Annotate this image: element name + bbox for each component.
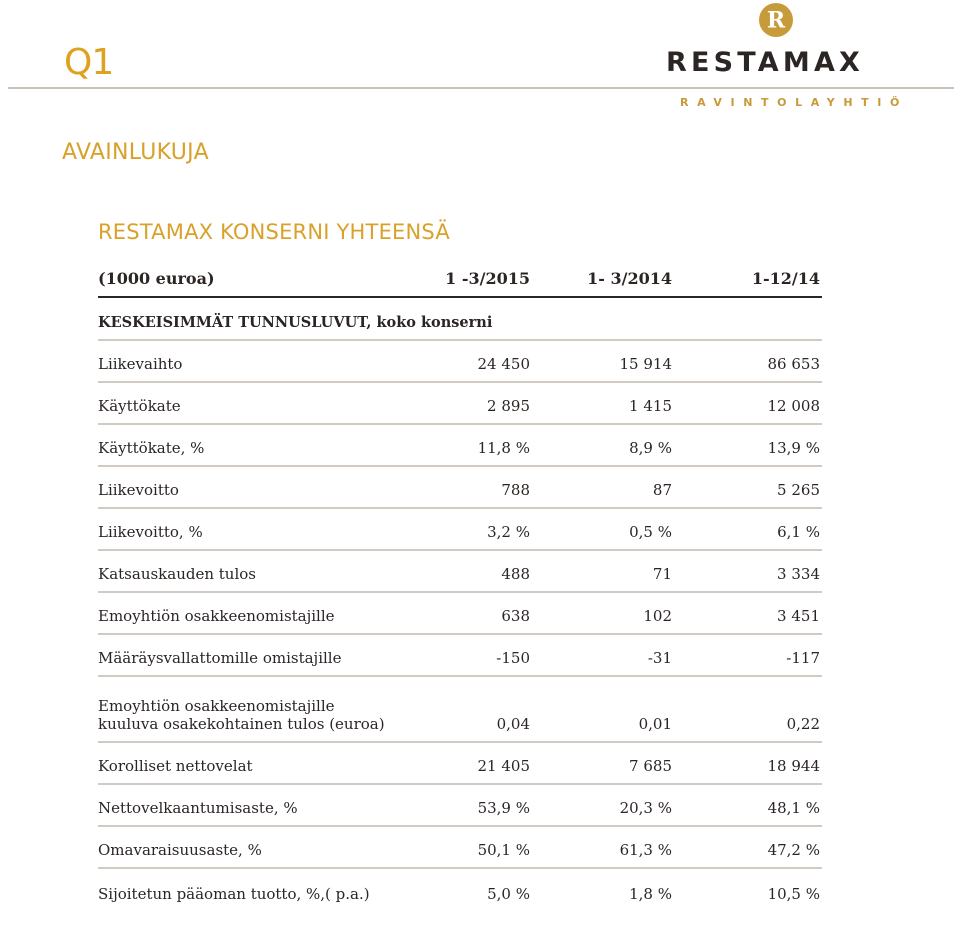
- brand-name: RESTAMAX: [666, 47, 865, 78]
- table-row: [98, 869, 822, 911]
- table-row: [98, 785, 822, 827]
- row-label-line-2: kuuluva osakekohtainen tulos (euroa): [98, 715, 385, 733]
- value-q1-2014: 20,3 %: [619, 799, 672, 817]
- table-row: [98, 551, 822, 593]
- table-row: [98, 425, 822, 467]
- value-q1-2014: -31: [647, 649, 672, 667]
- row-label: Emoyhtiön osakkeenomistajille: [98, 607, 335, 625]
- key-figures-table: [98, 258, 822, 911]
- value-q1-2014: 7 685: [629, 757, 672, 775]
- brand-tagline: RAVINTOLAYHTIÖ: [680, 96, 908, 109]
- value-q1-2014: 71: [652, 565, 672, 583]
- value-q1-2015: 53,9 %: [477, 799, 530, 817]
- table-row: [98, 743, 822, 785]
- value-fy-2014: 3 451: [777, 607, 820, 625]
- value-fy-2014: 12 008: [767, 397, 820, 415]
- subheader-label: KESKEISIMMÄT TUNNUSLUVUT, koko konserni: [98, 314, 493, 331]
- row-label: Liikevoitto: [98, 481, 179, 499]
- value-q1-2014: 102: [643, 607, 672, 625]
- column-header-unit: (1000 euroa): [98, 269, 215, 288]
- quarter-label: Q1: [64, 42, 114, 83]
- value-q1-2015: 788: [501, 481, 530, 499]
- column-header-q1-2015: 1 -3/2015: [445, 269, 530, 288]
- value-q1-2015: 11,8 %: [477, 439, 530, 457]
- header-divider: [8, 87, 954, 89]
- table-row: [98, 509, 822, 551]
- row-label: Liikevoitto, %: [98, 523, 203, 541]
- value-fy-2014: 3 334: [777, 565, 820, 583]
- row-label: Korolliset nettovelat: [98, 757, 253, 775]
- r-circle-logo-icon: [758, 2, 794, 38]
- value-fy-2014: 13,9 %: [767, 439, 820, 457]
- value-fy-2014: 0,22: [786, 715, 820, 733]
- logo-letter: R: [766, 7, 786, 34]
- row-label: Nettovelkaantumisaste, %: [98, 799, 298, 817]
- value-q1-2014: 1 415: [629, 397, 672, 415]
- value-fy-2014: -117: [786, 649, 820, 667]
- row-label: Omavaraisuusaste, %: [98, 841, 262, 859]
- row-label: Käyttökate: [98, 397, 181, 415]
- group-title: RESTAMAX KONSERNI YHTEENSÄ: [98, 220, 450, 244]
- value-q1-2014: 0,01: [638, 715, 672, 733]
- row-label: Määräysvallattomille omistajille: [98, 649, 342, 667]
- table-header-row: [98, 258, 822, 298]
- value-q1-2014: 87: [652, 481, 672, 499]
- table-subheader-row: [98, 298, 822, 341]
- value-q1-2014: 61,3 %: [619, 841, 672, 859]
- value-fy-2014: 18 944: [767, 757, 820, 775]
- value-q1-2015: 3,2 %: [487, 523, 530, 541]
- value-q1-2015: 0,04: [496, 715, 530, 733]
- row-label: Käyttökate, %: [98, 439, 205, 457]
- value-q1-2015: 5,0 %: [487, 885, 530, 903]
- column-header-q1-2014: 1- 3/2014: [587, 269, 672, 288]
- row-label: Sijoitetun pääoman tuotto, %,( p.a.): [98, 885, 370, 903]
- table-row: [98, 593, 822, 635]
- row-label: Katsauskauden tulos: [98, 565, 256, 583]
- value-q1-2015: 50,1 %: [477, 841, 530, 859]
- column-header-fy-2014: 1-12/14: [751, 269, 820, 288]
- value-q1-2015: 2 895: [487, 397, 530, 415]
- value-q1-2015: -150: [496, 649, 530, 667]
- table-row: [98, 827, 822, 869]
- value-q1-2015: 21 405: [477, 757, 530, 775]
- value-fy-2014: 86 653: [767, 355, 820, 373]
- table-row: [98, 635, 822, 677]
- row-label: [98, 697, 385, 733]
- value-q1-2014: 15 914: [619, 355, 672, 373]
- table-row: [98, 677, 822, 743]
- section-title: AVAINLUKUJA: [62, 140, 209, 165]
- value-q1-2015: 638: [501, 607, 530, 625]
- value-fy-2014: 47,2 %: [767, 841, 820, 859]
- table-row: [98, 341, 822, 383]
- value-fy-2014: 48,1 %: [767, 799, 820, 817]
- value-q1-2015: 24 450: [477, 355, 530, 373]
- value-q1-2014: 1,8 %: [629, 885, 672, 903]
- row-label-line-1: Emoyhtiön osakkeenomistajille: [98, 697, 335, 715]
- value-q1-2014: 8,9 %: [629, 439, 672, 457]
- table-row: [98, 383, 822, 425]
- row-label: Liikevaihto: [98, 355, 183, 373]
- value-q1-2015: 488: [501, 565, 530, 583]
- table-row: [98, 467, 822, 509]
- value-q1-2014: 0,5 %: [629, 523, 672, 541]
- value-fy-2014: 10,5 %: [767, 885, 820, 903]
- value-fy-2014: 6,1 %: [777, 523, 820, 541]
- value-fy-2014: 5 265: [777, 481, 820, 499]
